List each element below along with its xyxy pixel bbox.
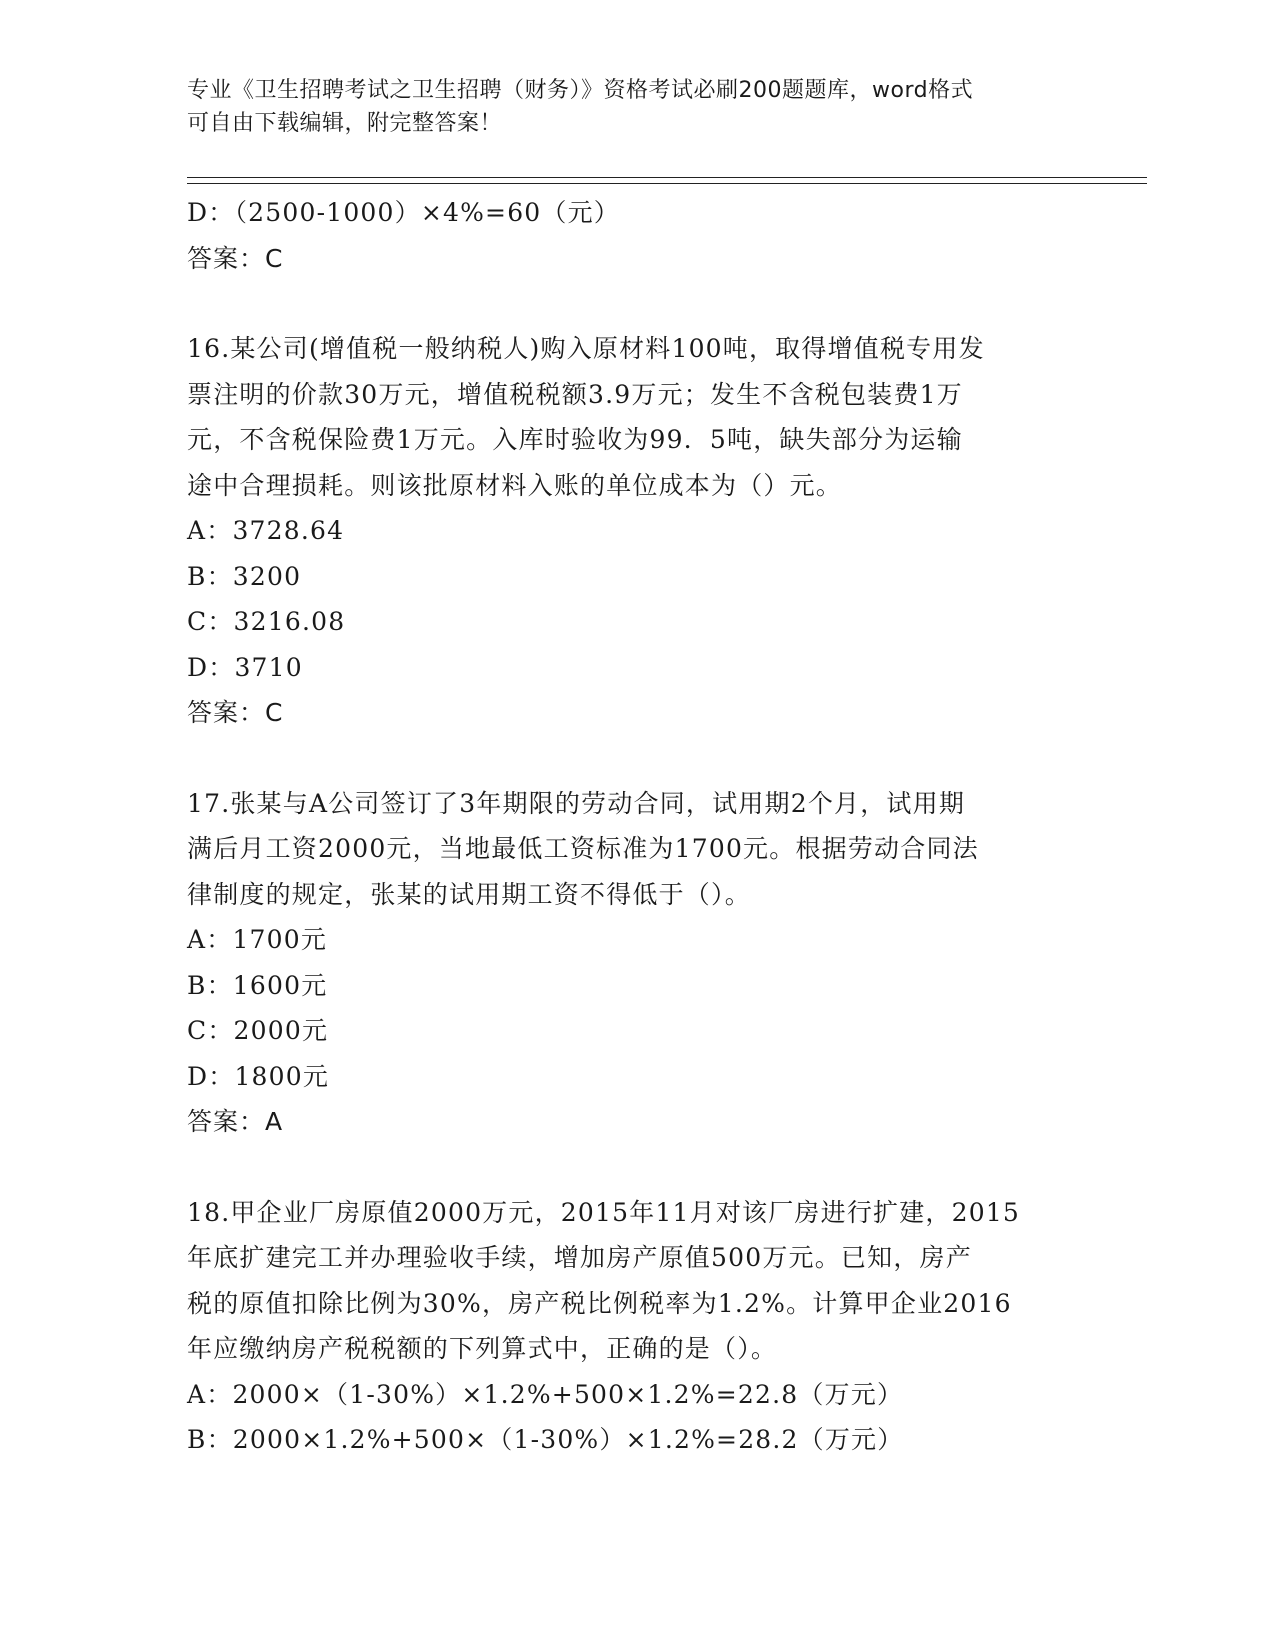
question-18 — [187, 1190, 1087, 1463]
question-text-line: 16.某公司(增值税一般纳税人)购入原材料100吨，取得增值税专用发 — [187, 334, 985, 363]
option-d: D：（2500-1000）×4%=60（元） — [187, 198, 621, 227]
answer-line: 答案：C — [187, 698, 284, 727]
question-text-line: 票注明的价款30万元，增值税税额3.9万元；发生不含税包装费1万 — [187, 379, 963, 409]
option-b: B：2000×1.2%+500×（1-30%）×1.2%=28.2（万元） — [187, 1425, 904, 1454]
question-text-line: 途中合理损耗。则该批原材料入账的单位成本为（）元。 — [187, 470, 843, 500]
document-header — [187, 74, 1087, 140]
option-a: A：2000×（1-30%）×1.2%+500×1.2%=22.8（万元） — [187, 1379, 904, 1409]
question-text-line: 年底扩建完工并办理验收手续，增加房产原值500万元。已知，房产 — [187, 1243, 972, 1272]
option-d: D：3710 — [187, 652, 303, 682]
question-text-line: 元，不含税保险费1万元。入库时验收为99．5吨，缺失部分为运输 — [187, 425, 963, 454]
spacer — [187, 736, 1087, 781]
spacer — [187, 281, 1087, 326]
previous-question-tail — [187, 190, 1087, 281]
header-line-1: 专业《卫生招聘考试之卫生招聘（财务）》资格考试必刷200题题库，word格式 — [187, 78, 974, 103]
option-a: A：3728.64 — [187, 516, 345, 545]
header-line-2: 可自由下载编辑，附完整答案！ — [187, 111, 503, 136]
question-text-line: 满后月工资2000元，当地最低工资标准为1700元。根据劳动合同法 — [187, 834, 979, 863]
option-c: C：3216.08 — [187, 607, 346, 636]
header-divider-top — [187, 177, 1147, 178]
answer-line: 答案：C — [187, 243, 284, 273]
option-c: C：2000元 — [187, 1016, 329, 1045]
option-b: B：1600元 — [187, 970, 328, 1000]
option-d: D：1800元 — [187, 1061, 330, 1091]
spacer — [187, 1145, 1087, 1190]
question-16 — [187, 326, 1087, 736]
option-a: A：1700元 — [187, 925, 328, 954]
header-divider-bottom — [187, 183, 1147, 184]
question-text-line: 17.张某与A公司签订了3年期限的劳动合同，试用期2个月，试用期 — [187, 788, 966, 818]
question-17 — [187, 781, 1087, 1145]
option-b: B：3200 — [187, 561, 302, 591]
answer-line: 答案：A — [187, 1107, 284, 1136]
document-body — [187, 190, 1087, 1463]
question-text-line: 律制度的规定，张某的试用期工资不得低于（）。 — [187, 879, 751, 909]
question-text-line: 税的原值扣除比例为30%，房产税比例税率为1.2%。计算甲企业2016 — [187, 1288, 1012, 1318]
question-text-line: 年应缴纳房产税税额的下列算式中，正确的是（）。 — [187, 1334, 778, 1363]
question-text-line: 18.甲企业厂房原值2000万元，2015年11月对该厂房进行扩建，2015 — [187, 1197, 1021, 1227]
